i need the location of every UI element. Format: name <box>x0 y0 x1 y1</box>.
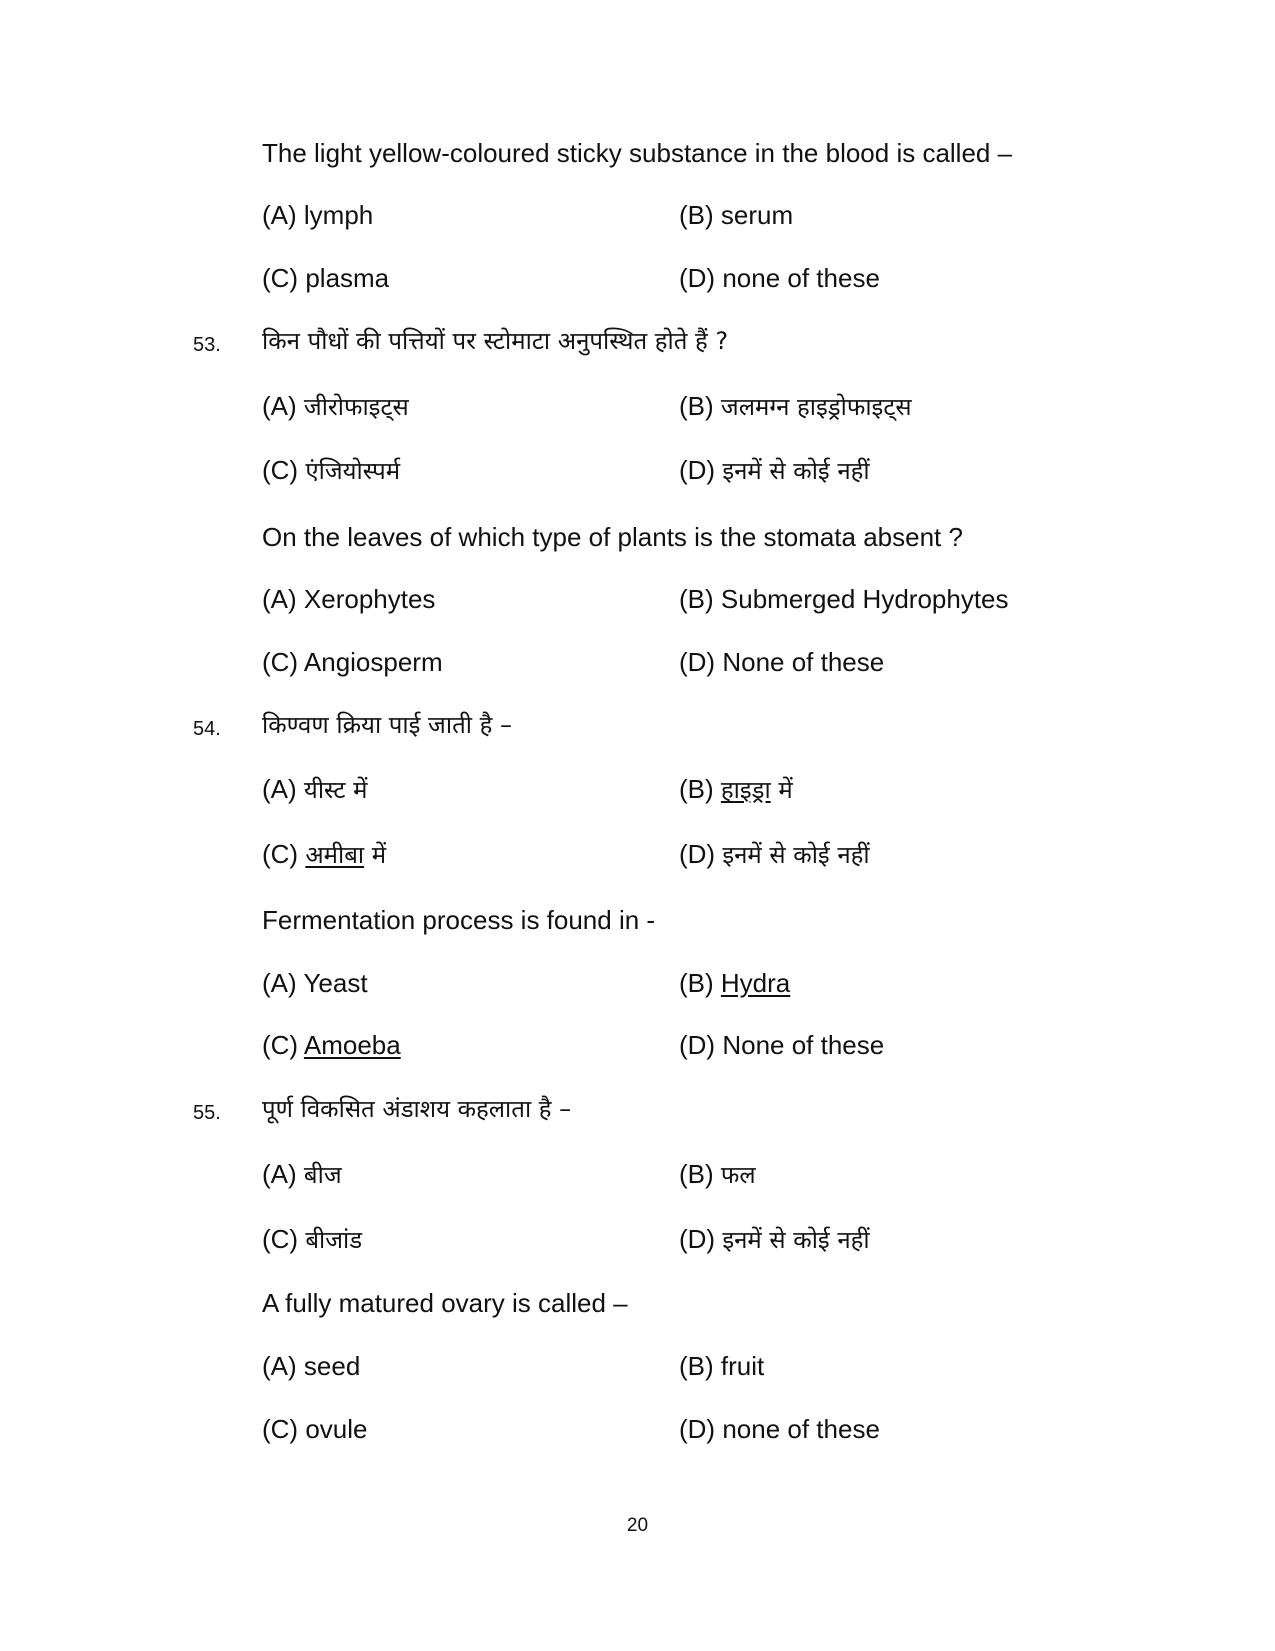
q55-hi-question: पूर्ण विकसित अंडाशय कहलाता है – <box>262 1095 572 1123</box>
q54-hi-option-c <box>262 837 386 872</box>
q53-en-option-b <box>679 582 1009 616</box>
option-label: (C) <box>262 263 299 293</box>
q55-en-option-b <box>679 1349 764 1383</box>
option-label: (D) <box>679 839 716 869</box>
q53-en-option-a <box>262 582 435 616</box>
option-text: lymph <box>303 200 374 230</box>
option-label: (A) <box>262 774 297 804</box>
q55-en-option-a <box>262 1349 360 1383</box>
q53-en-option-d <box>679 645 884 679</box>
q55-hi-option-a <box>262 1157 342 1192</box>
q53-hi-option-d <box>679 453 870 488</box>
q55-hi-option-c <box>262 1222 362 1257</box>
option-label: (B) <box>679 1351 714 1381</box>
option-text: में <box>770 776 793 804</box>
option-text-underlined: Hydra <box>720 968 791 998</box>
q52-en-option-d <box>679 261 880 295</box>
q54-en-option-b <box>679 966 790 1000</box>
option-label: (A) <box>262 200 297 230</box>
option-label: (C) <box>262 839 299 869</box>
q55-number: 55. <box>193 1102 221 1124</box>
option-label: (B) <box>679 584 714 614</box>
option-label: (D) <box>679 1030 716 1060</box>
q52-en-option-b <box>679 198 793 232</box>
q53-en-option-c <box>262 645 443 679</box>
q54-hi-option-b <box>679 772 793 807</box>
option-label: (B) <box>679 774 714 804</box>
option-text: यीस्ट में <box>303 776 368 804</box>
option-label: (A) <box>262 968 297 998</box>
option-label: (C) <box>262 455 299 485</box>
option-label: (C) <box>262 647 299 677</box>
option-text: इनमें से कोई नहीं <box>722 1226 870 1254</box>
q54-en-question: Fermentation process is found in - <box>262 905 656 935</box>
option-text: none of these <box>722 1414 880 1444</box>
option-label: (D) <box>679 1224 716 1254</box>
option-label: (A) <box>262 1351 297 1381</box>
q53-number: 53. <box>193 334 221 356</box>
option-label: (C) <box>262 1030 299 1060</box>
q55-en-option-d <box>679 1412 880 1446</box>
option-text: इनमें से कोई नहीं <box>722 457 870 485</box>
option-text-underlined: हाइड्रा <box>720 776 771 804</box>
option-label: (D) <box>679 263 716 293</box>
q54-hi-option-d <box>679 837 870 872</box>
option-text: फल <box>720 1161 756 1189</box>
option-text: Angiosperm <box>303 647 443 677</box>
q55-en-question: A fully matured ovary is called – <box>262 1288 628 1318</box>
option-label: (A) <box>262 584 297 614</box>
option-label: (C) <box>262 1414 299 1444</box>
q54-en-option-a <box>262 966 368 1000</box>
option-text: ovule <box>305 1414 368 1444</box>
option-label: (C) <box>262 1224 299 1254</box>
option-text: इनमें से कोई नहीं <box>722 841 870 869</box>
option-text: None of these <box>722 647 885 677</box>
option-label: (A) <box>262 1159 297 1189</box>
option-label: (B) <box>679 1159 714 1189</box>
option-label: (B) <box>679 200 714 230</box>
page-number: 20 <box>626 1515 649 1536</box>
option-text: fruit <box>720 1351 765 1381</box>
option-text-underlined: अमीबा <box>305 841 365 869</box>
q55-en-option-c <box>262 1412 367 1446</box>
q54-hi-question: किण्वण क्रिया पाई जाती है – <box>262 711 512 739</box>
q55-hi-option-d <box>679 1222 870 1257</box>
q54-number: 54. <box>193 718 221 740</box>
q52-en-option-c <box>262 261 389 295</box>
option-text: Submerged Hydrophytes <box>720 584 1009 614</box>
q53-en-question: On the leaves of which type of plants is the stomata absent ? <box>262 522 963 552</box>
option-text: जलमग्न हाइड्रोफाइट्स <box>720 393 912 421</box>
option-text: plasma <box>305 263 390 293</box>
q53-hi-option-c <box>262 453 400 488</box>
q54-en-option-d <box>679 1028 884 1062</box>
option-label: (D) <box>679 455 716 485</box>
option-label: (B) <box>679 391 714 421</box>
q54-en-option-c <box>262 1028 401 1062</box>
option-text: none of these <box>722 263 880 293</box>
option-text: बीजांड <box>305 1226 363 1254</box>
option-text: एंजियोस्पर्म <box>305 457 401 485</box>
option-label: (D) <box>679 1414 716 1444</box>
option-text: जीरोफाइट्स <box>303 393 409 421</box>
q54-hi-option-a <box>262 772 367 807</box>
option-text-underlined: Amoeba <box>303 1030 401 1060</box>
q53-hi-option-a <box>262 389 409 424</box>
option-text: बीज <box>303 1161 342 1189</box>
option-text: Xerophytes <box>303 584 436 614</box>
q52-en-option-a <box>262 198 373 232</box>
option-text: seed <box>303 1351 361 1381</box>
option-label: (B) <box>679 968 714 998</box>
option-text: में <box>364 841 387 869</box>
option-label: (D) <box>679 647 716 677</box>
q53-hi-option-b <box>679 389 912 424</box>
q55-hi-option-b <box>679 1157 756 1192</box>
q53-hi-question: किन पौधों की पत्तियों पर स्टोमाटा अनुपस्थित होते हैं ? <box>262 327 729 355</box>
option-text: Yeast <box>303 968 368 998</box>
option-text: None of these <box>722 1030 885 1060</box>
option-label: (A) <box>262 391 297 421</box>
q52-en-question: The light yellow-coloured sticky substance in the blood is called – <box>262 138 1013 168</box>
option-text: serum <box>720 200 794 230</box>
